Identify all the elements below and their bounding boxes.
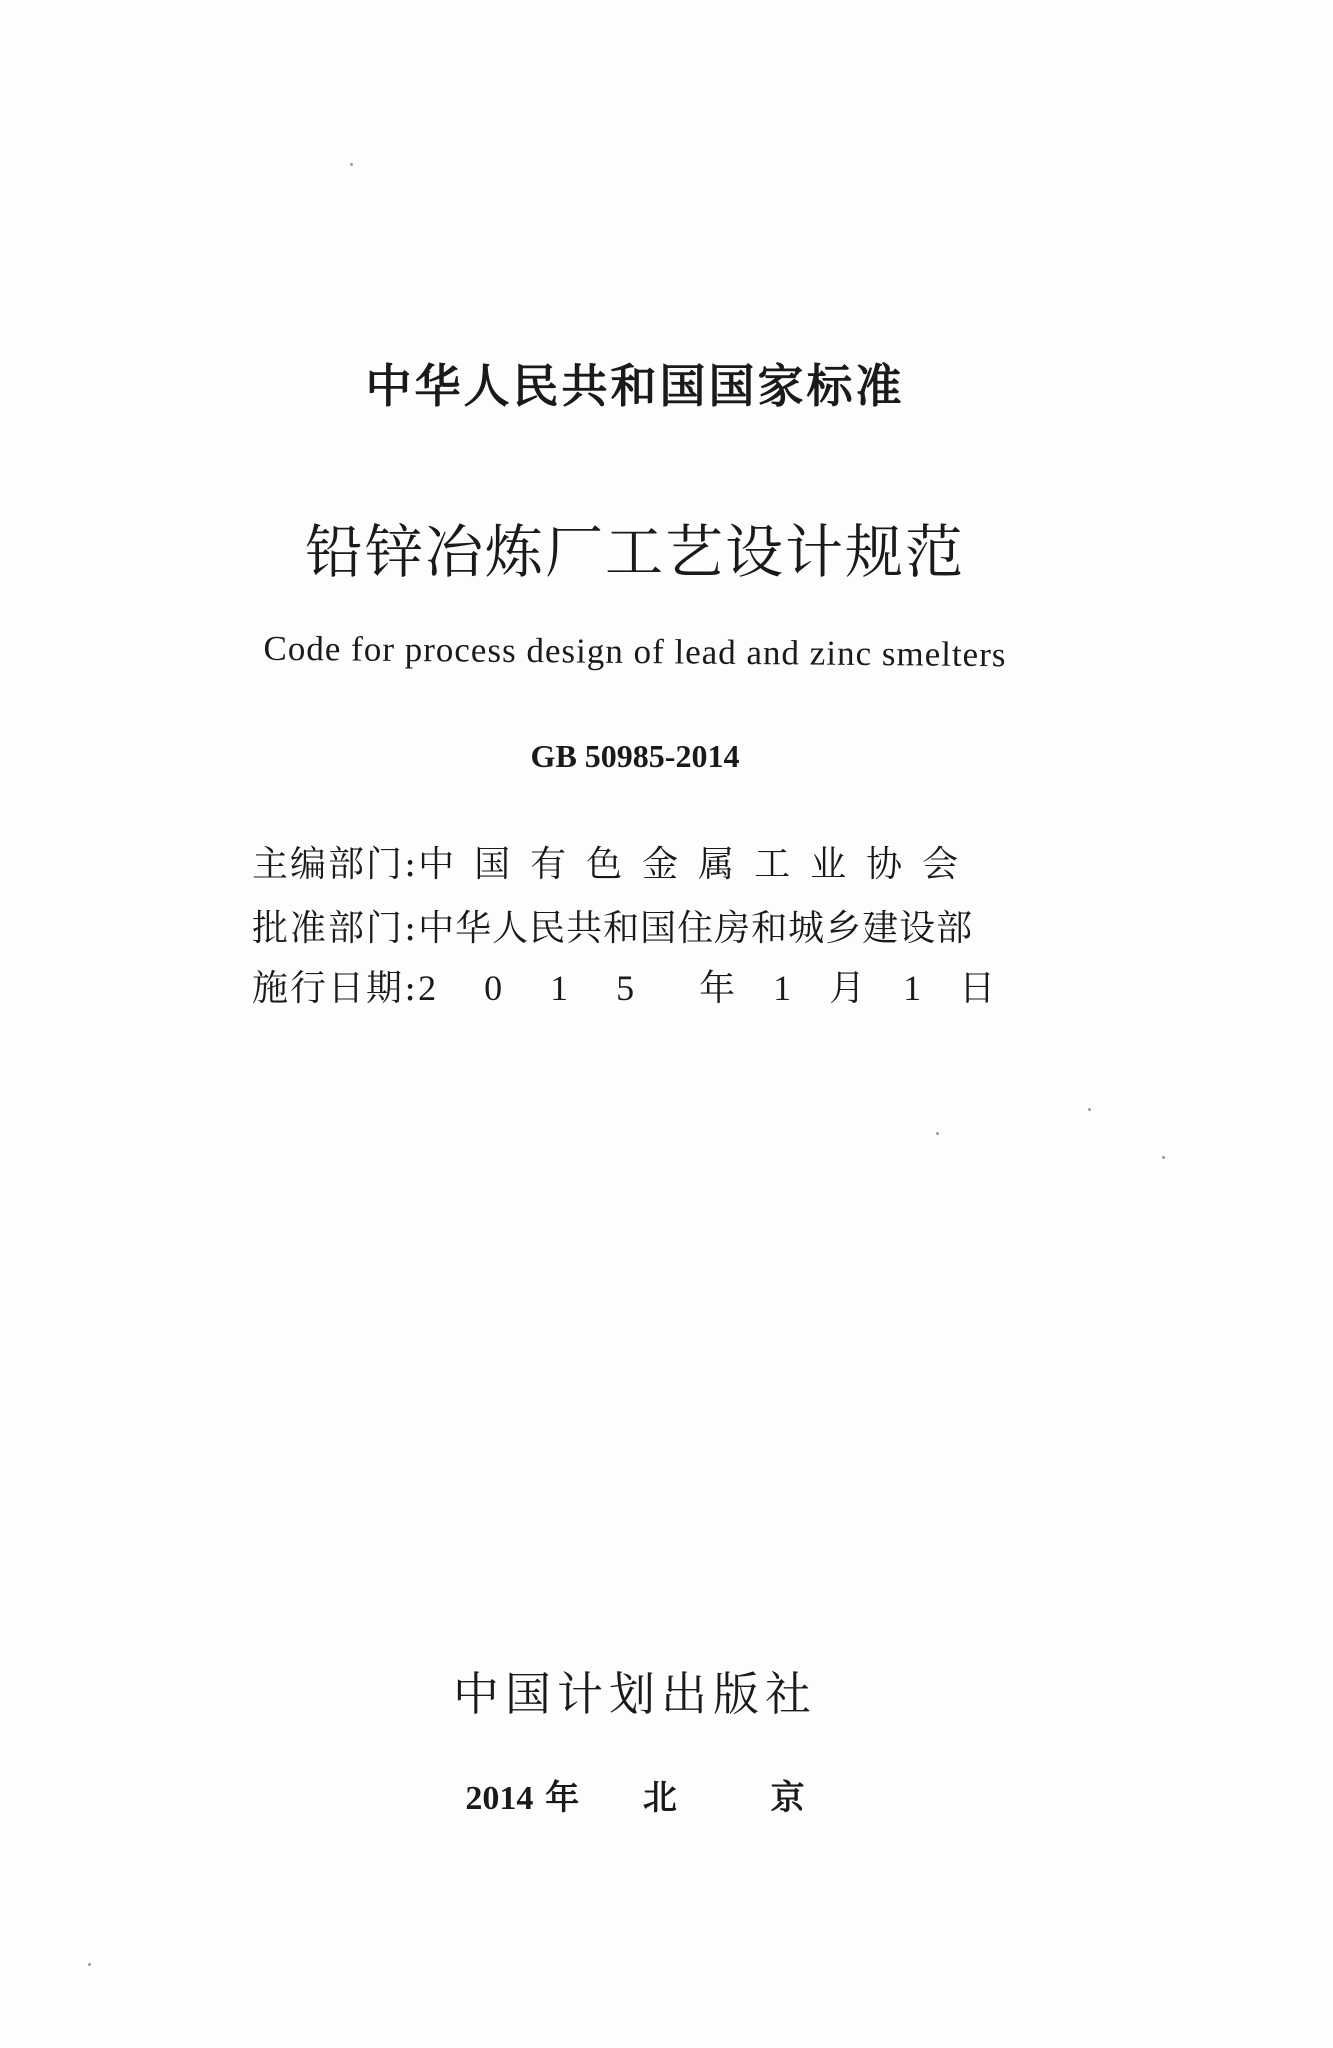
document-title-chinese: 铅锌冶炼厂工艺设计规范 xyxy=(304,518,965,586)
publisher-name: 中国计划出版社 xyxy=(453,1667,817,1721)
date-month-unit: 月 xyxy=(829,968,866,1009)
date-month: 1 xyxy=(773,968,792,1008)
editor-row xyxy=(252,836,978,887)
scan-speck xyxy=(936,1132,939,1135)
editor-label: 主编部门: xyxy=(252,844,419,885)
pub-year-unit: 年 xyxy=(545,1778,580,1818)
date-year: 2015 xyxy=(418,968,683,1008)
approver-value: 中华人民共和国住房和城乡建设部 xyxy=(418,908,974,949)
effective-date-row xyxy=(252,960,1012,1011)
scan-speck xyxy=(88,1963,91,1966)
date-day-unit: 日 xyxy=(959,968,996,1009)
editor-value: 中国有色金属工业协会 xyxy=(418,844,979,885)
date-day: 1 xyxy=(903,968,922,1008)
scan-speck xyxy=(1162,1156,1165,1159)
pub-year: 2014 xyxy=(465,1780,534,1817)
scan-speck xyxy=(350,163,353,166)
publication-info xyxy=(0,1770,1270,1819)
approver-row xyxy=(252,900,973,951)
standard-number: GB 50985-2014 xyxy=(530,738,740,774)
pub-city-char-1: 北 xyxy=(642,1778,677,1818)
date-label: 施行日期: xyxy=(252,968,419,1009)
date-year-unit: 年 xyxy=(699,968,736,1009)
scan-speck xyxy=(1088,1108,1091,1111)
approver-label: 批准部门: xyxy=(252,908,419,949)
series-title: 中华人民共和国国家标准 xyxy=(365,359,905,413)
document-title-english: Code for process design of lead and zinc smelters xyxy=(263,628,1007,675)
pub-city-char-2: 京 xyxy=(770,1778,805,1818)
